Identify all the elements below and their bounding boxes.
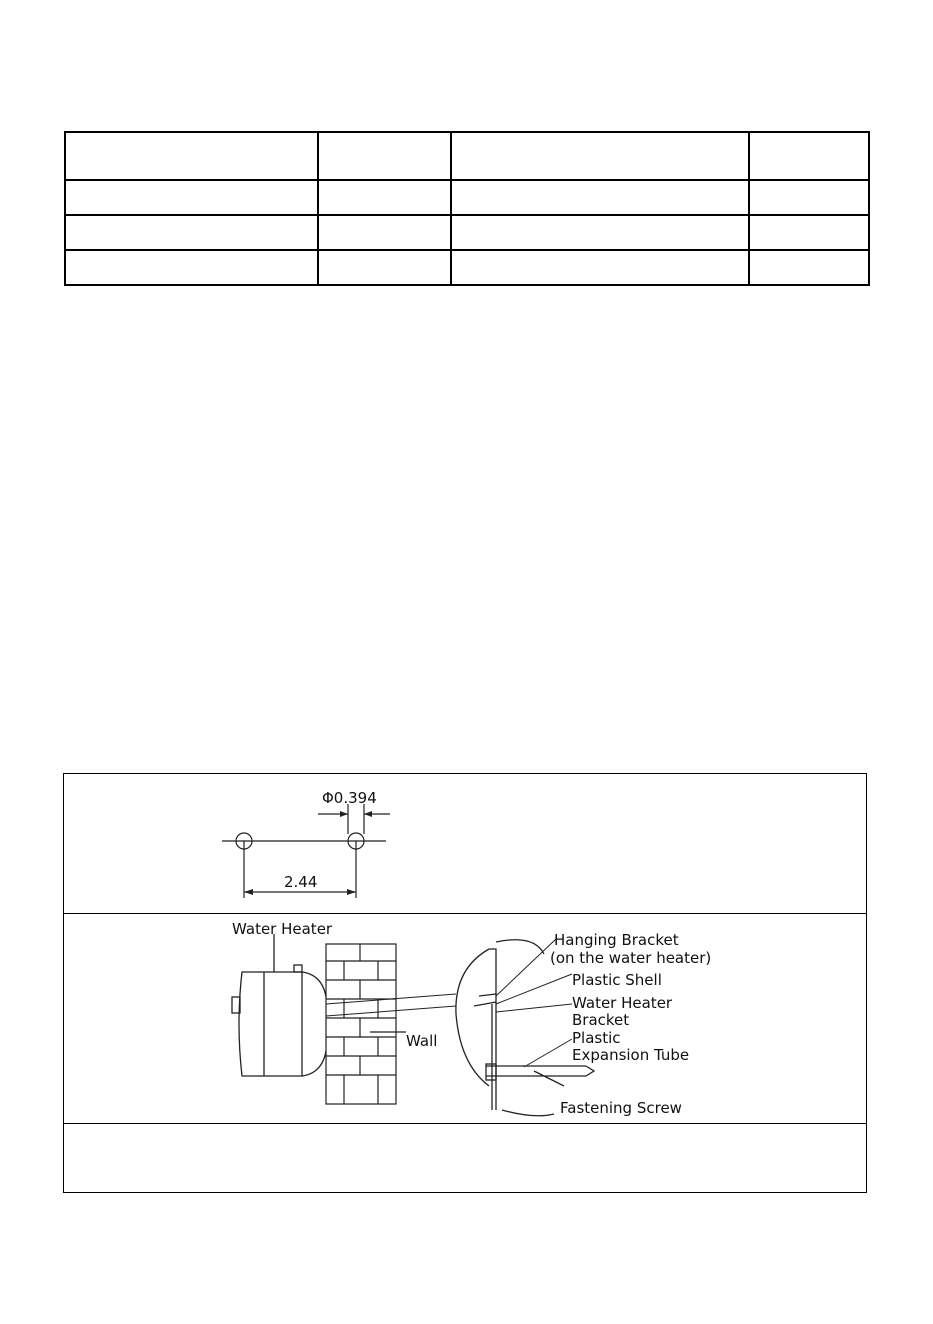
table-cell [451,180,749,215]
table-cell [65,250,318,285]
table-cell [749,250,869,285]
table-cell [318,215,451,250]
expansion-tube-label: Plastic [572,1029,621,1047]
table-cell [749,215,869,250]
plastic-shell-label: Plastic Shell [572,971,662,989]
table-cell [65,132,318,180]
hole-spacing-label: 2.44 [284,873,318,891]
table-cell [451,250,749,285]
table-header-row [65,132,869,180]
table-cell [318,180,451,215]
heater-bracket-label: Water Heater [572,994,673,1012]
table-cell [65,180,318,215]
table-cell [451,132,749,180]
water-heater-label: Water Heater [232,920,333,938]
hole-dimension-section [64,774,866,914]
hole-dimension-drawing [64,774,868,914]
mounting-diagram-section [64,914,866,1124]
table-row [65,180,869,215]
table-cell [749,180,869,215]
mounting-diagram [64,914,868,1124]
figure-caption-section [64,1124,866,1192]
table-row [65,250,869,285]
heater-bracket-label-2: Bracket [572,1011,630,1029]
hole-diameter-label: Φ0.394 [322,789,377,807]
table-row [65,215,869,250]
water-heater-drawing [232,934,327,1076]
expansion-tube-label-2: Expansion Tube [572,1046,690,1064]
parts-table [64,131,870,286]
table-cell [318,250,451,285]
table-cell [318,132,451,180]
fastening-screw-label: Fastening Screw [560,1099,682,1117]
hanging-bracket-label: Hanging Bracket [554,931,679,949]
wall-drawing [326,944,406,1104]
table-cell [451,215,749,250]
hanging-bracket-note-label: (on the water heater) [550,949,712,967]
table-cell [749,132,869,180]
installation-figure-box [63,773,867,1193]
table-cell [65,215,318,250]
wall-label: Wall [406,1032,438,1050]
